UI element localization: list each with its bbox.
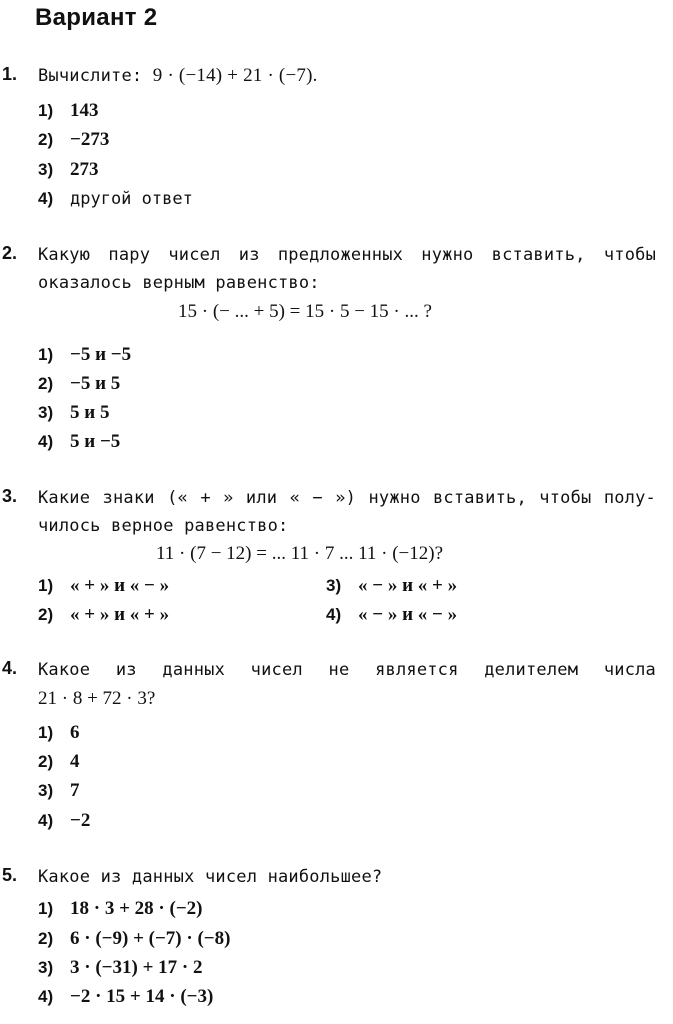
answer-option bbox=[38, 806, 90, 835]
question-number: 4. bbox=[2, 658, 18, 678]
option-number: 2) bbox=[38, 130, 54, 149]
option-number: 3) bbox=[326, 576, 342, 595]
answer-option bbox=[38, 398, 109, 427]
question-text bbox=[38, 62, 656, 90]
option-number: 1) bbox=[38, 101, 54, 120]
option-value: 3 · (−31) + 17 · 2 bbox=[70, 957, 203, 978]
option-number: 4) bbox=[38, 432, 54, 451]
option-number: 4) bbox=[38, 811, 54, 830]
option-number: 1) bbox=[38, 723, 54, 742]
option-value: « − » и « + » bbox=[358, 575, 458, 596]
question-expression: 9 · (−14) + 21 · (−7). bbox=[152, 65, 318, 86]
option-number: 4) bbox=[38, 189, 54, 208]
option-value: −5 и −5 bbox=[70, 344, 132, 365]
option-value: −5 и 5 bbox=[70, 373, 121, 394]
option-number: 2) bbox=[38, 752, 54, 771]
answer-option bbox=[38, 340, 131, 369]
question-text-line: оказалось верным равенство: bbox=[38, 273, 320, 293]
option-number: 1) bbox=[38, 345, 54, 364]
option-number: 4) bbox=[38, 987, 54, 1006]
option-number: 4) bbox=[326, 605, 342, 624]
option-value: 5 и −5 bbox=[70, 431, 121, 452]
answer-option bbox=[38, 924, 230, 953]
option-number: 3) bbox=[38, 160, 54, 179]
option-value: другой ответ bbox=[70, 189, 193, 209]
question-text-line: чилось верное равенство: bbox=[38, 516, 289, 536]
answer-option bbox=[326, 571, 457, 600]
answer-option bbox=[38, 600, 169, 629]
option-value: 7 bbox=[70, 780, 80, 801]
answer-option bbox=[326, 600, 457, 629]
option-value: −2 bbox=[70, 810, 91, 831]
question-text-line: Какое из данных чисел наибольшее? bbox=[38, 867, 383, 887]
option-value: 6 · (−9) + (−7) · (−8) bbox=[70, 928, 231, 949]
answer-option bbox=[38, 184, 193, 213]
answer-option bbox=[38, 718, 80, 747]
option-number: 3) bbox=[38, 403, 54, 422]
option-number: 1) bbox=[38, 899, 54, 918]
page-title: Вариант 2 bbox=[35, 4, 158, 31]
question-lead: Вычислите: bbox=[38, 66, 143, 86]
option-value: 273 bbox=[70, 159, 99, 180]
answer-option bbox=[38, 894, 202, 923]
option-value: « + » и « − » bbox=[70, 575, 170, 596]
option-value: 6 bbox=[70, 722, 80, 743]
answer-option bbox=[38, 747, 80, 776]
answer-option bbox=[38, 125, 109, 154]
option-value: −273 bbox=[70, 129, 110, 150]
answer-option bbox=[38, 953, 202, 982]
question-number: 2. bbox=[2, 243, 18, 263]
question-text-line: Какую пару чисел из предложенных нужно вставить, чтобы bbox=[38, 245, 656, 265]
option-value: 143 bbox=[70, 100, 99, 121]
question-number: 3. bbox=[2, 486, 18, 506]
answer-option bbox=[38, 369, 120, 398]
answer-option bbox=[38, 96, 99, 125]
question-expression: 21 · 8 + 72 · 3? bbox=[38, 688, 156, 709]
answer-option bbox=[38, 427, 120, 456]
option-number: 3) bbox=[38, 781, 54, 800]
option-value: « + » и « + » bbox=[70, 604, 170, 625]
option-number: 1) bbox=[38, 576, 54, 595]
answer-option bbox=[38, 776, 80, 805]
option-value: 18 · 3 + 28 · (−2) bbox=[70, 898, 203, 919]
answer-option bbox=[38, 155, 99, 184]
option-value: 5 и 5 bbox=[70, 402, 110, 423]
answer-option bbox=[38, 571, 169, 600]
option-value: −2 · 15 + 14 · (−3) bbox=[70, 986, 214, 1007]
option-number: 3) bbox=[38, 958, 54, 977]
question-number: 5. bbox=[2, 865, 18, 885]
option-number: 2) bbox=[38, 929, 54, 948]
question-number: 1. bbox=[2, 64, 18, 84]
question-expression: 11 · (7 − 12) = ... 11 · 7 ... 11 · (−12)? bbox=[156, 543, 444, 564]
option-value: « − » и « − » bbox=[358, 604, 458, 625]
option-value: 4 bbox=[70, 751, 80, 772]
question-text-line: Какое из данных чисел не является делителем числа bbox=[38, 660, 656, 680]
question-expression: 15 · (− ... + 5) = 15 · 5 − 15 · ... ? bbox=[178, 301, 432, 322]
answer-option bbox=[38, 982, 213, 1011]
option-number: 2) bbox=[38, 374, 54, 393]
question-text-line: Какие знаки (« + » или « − ») нужно вставить, чтобы полу- bbox=[38, 488, 656, 508]
option-number: 2) bbox=[38, 605, 54, 624]
